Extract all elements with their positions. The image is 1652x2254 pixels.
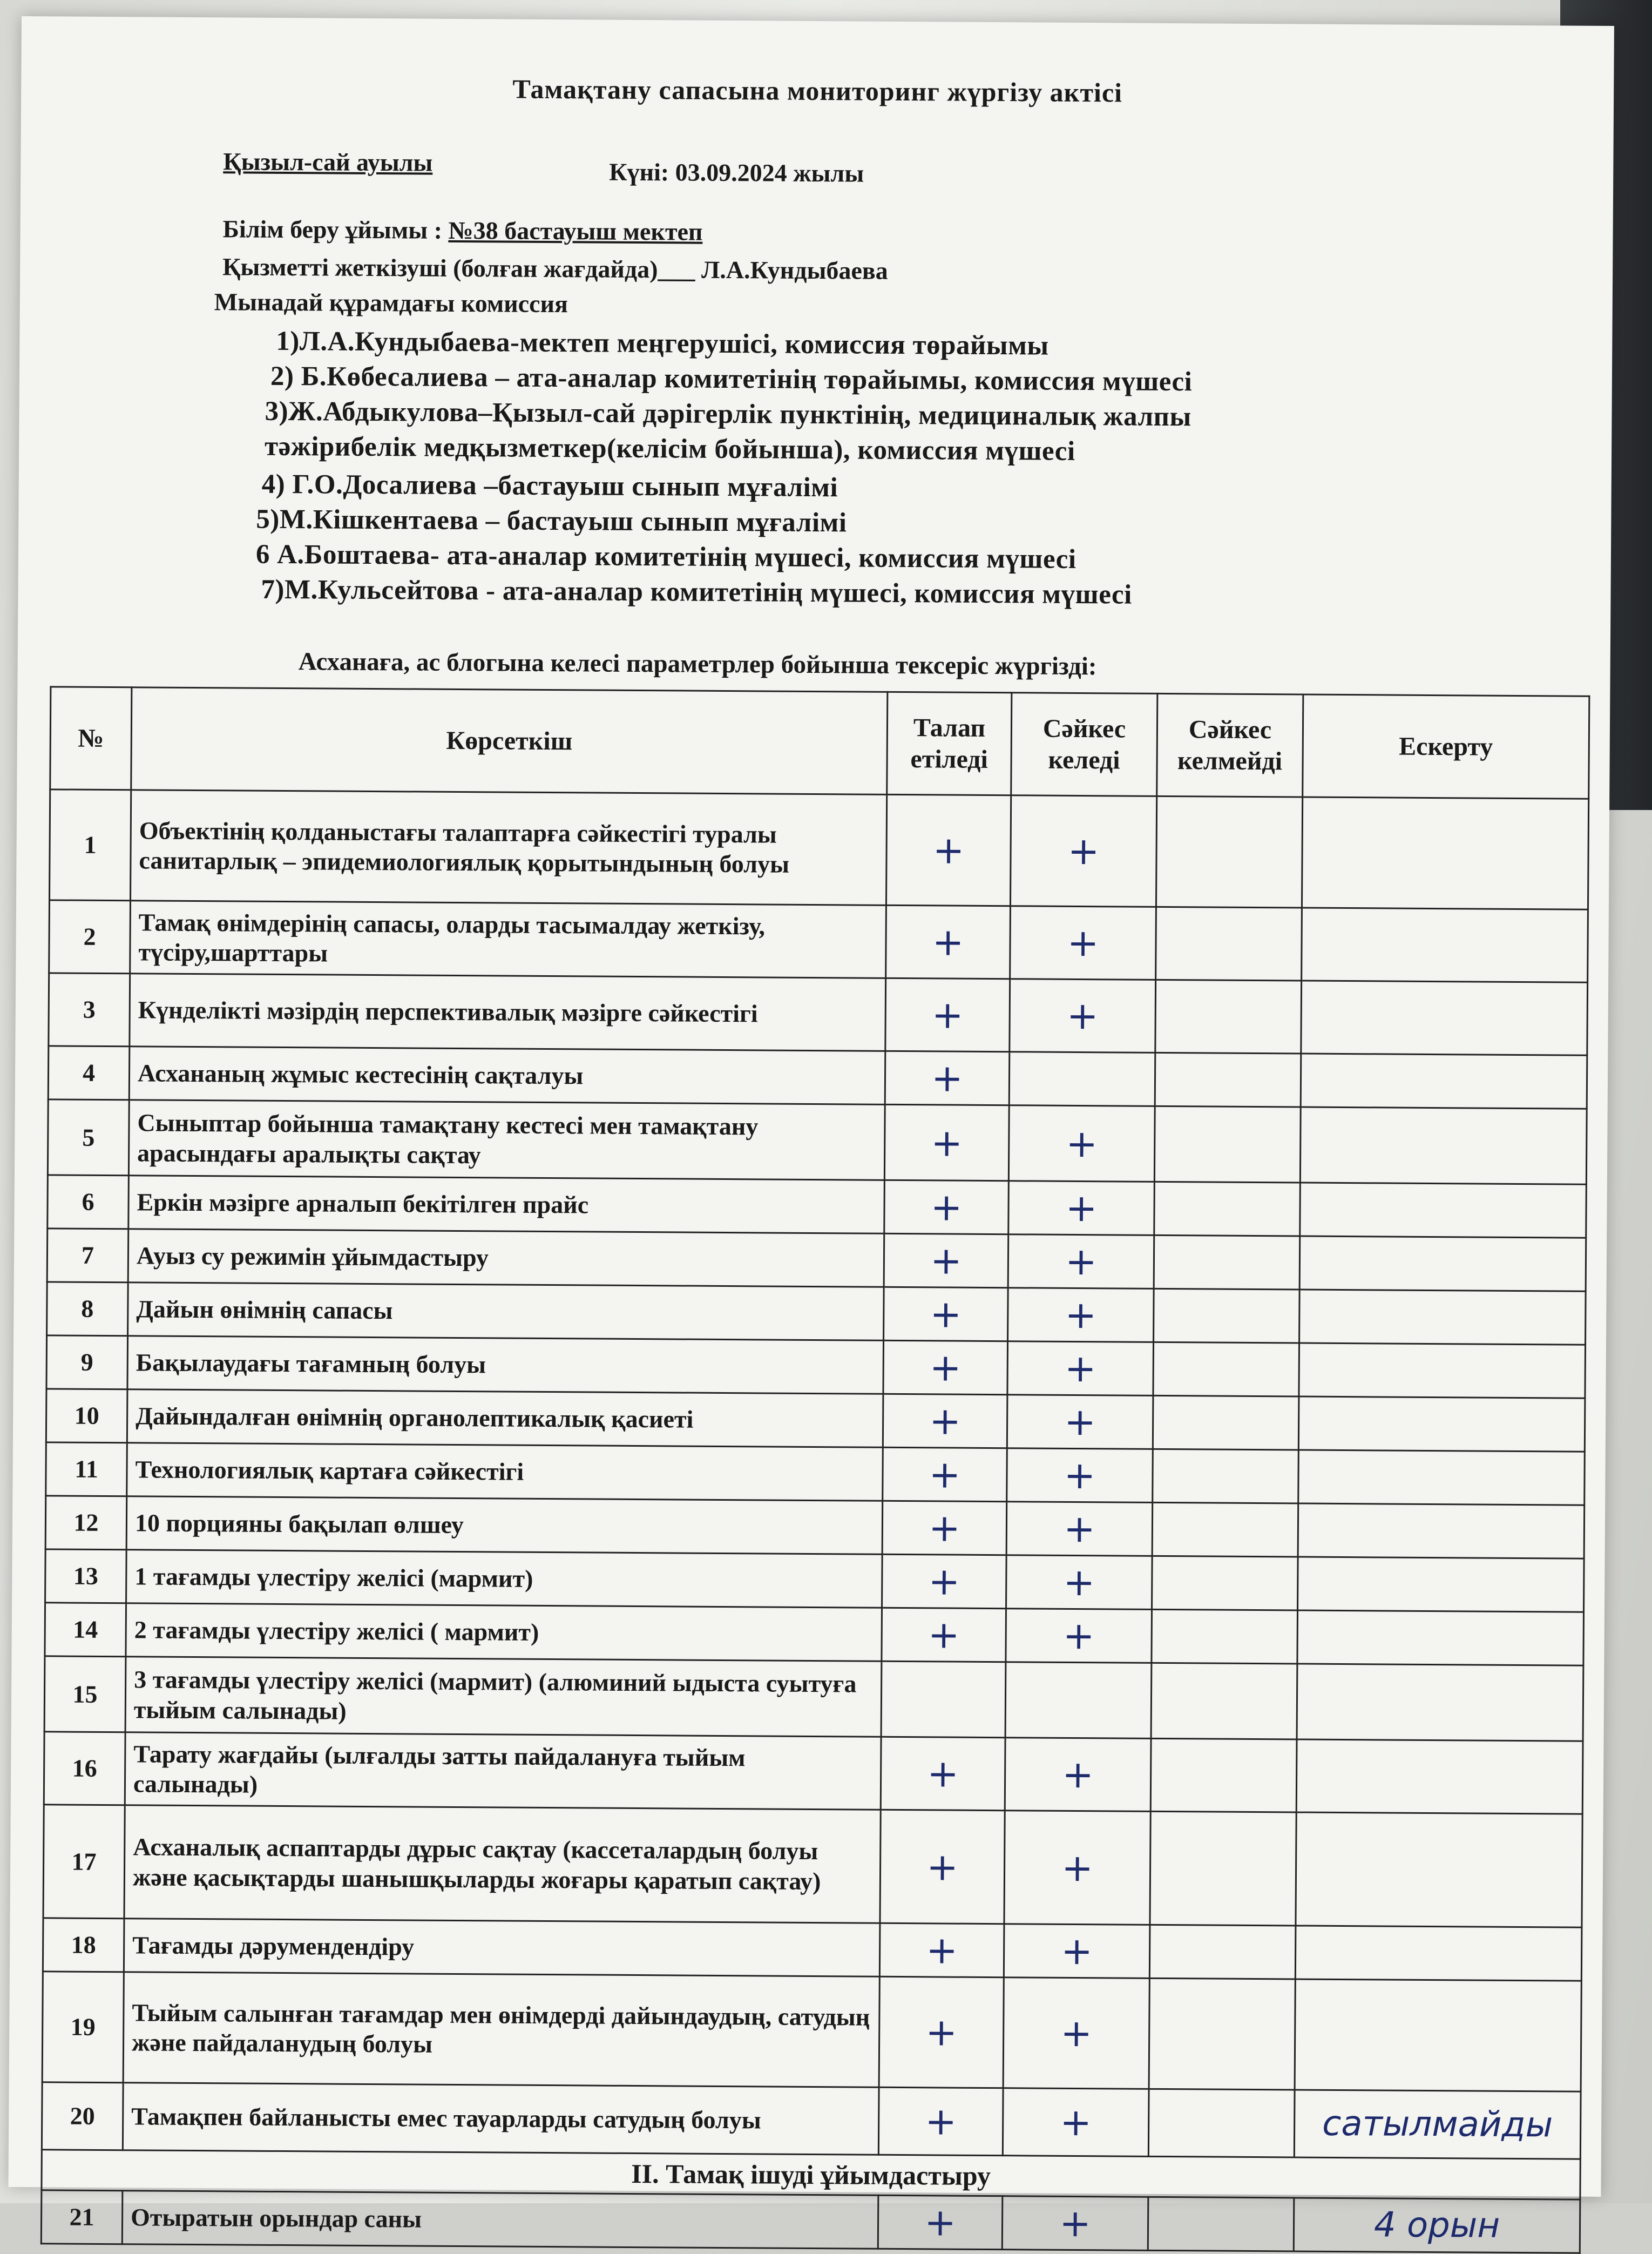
row-number: 19 (42, 1972, 124, 2083)
required-mark: + (886, 794, 1011, 906)
row-indicator: Тыйым салынған тағамдар мен өнімдерді дайындаудың, сатудың және пайдаланудың болуы (123, 1972, 879, 2088)
commission-label: Мынадай құрамдағы комиссия (214, 288, 568, 318)
document-title: Тамақтану сапасына мониторинг жүргізу актісі (512, 73, 1123, 108)
noncompliant-mark (1154, 1288, 1300, 1343)
row-indicator: 1 тағамды үлестіру желісі (мармит) (126, 1550, 883, 1608)
row-indicator: Сыныптар бойынша тамақтану кестесі мен тамақтану арасындағы аралықты сақтау (128, 1100, 885, 1180)
note-handwritten (1299, 1343, 1586, 1398)
compliant-mark: + (1008, 1234, 1154, 1289)
table-header-row (50, 687, 1589, 799)
noncompliant-mark (1148, 2089, 1295, 2157)
table-row (43, 1918, 1582, 1981)
note-handwritten (1299, 1236, 1586, 1291)
row-indicator: Технологиялық картаға сәйкестігі (127, 1443, 883, 1501)
table-row (46, 1442, 1585, 1505)
noncompliant-mark (1152, 1609, 1298, 1664)
table-row (42, 2082, 1581, 2159)
row-indicator: Отыратын орындар саны (122, 2191, 878, 2249)
header-compliant: Сәйкес келеді (1011, 693, 1157, 797)
member-line: 1)Л.А.Кундыбаева-мектеп меңгерушісі, комиссия төрайымы (276, 326, 1049, 361)
row-number: 13 (45, 1549, 127, 1603)
member-line: 2) Б.Көбесалиева – ата-аналар комитетінің төрайымы, комиссия мүшесі (270, 361, 1193, 397)
required-mark: + (884, 1180, 1009, 1234)
row-indicator: Тамақпен байланысты емес тауарларды сатудың болуы (123, 2083, 879, 2155)
note-handwritten (1298, 1557, 1585, 1612)
table-row (49, 973, 1588, 1055)
row-number: 15 (44, 1656, 126, 1732)
organization-line (222, 214, 702, 246)
noncompliant-mark (1155, 980, 1302, 1054)
note-handwritten: 4 орын (1294, 2198, 1580, 2253)
required-mark: + (881, 1737, 1005, 1810)
row-indicator: Бақылаудағы тағамның болуы (127, 1336, 884, 1394)
required-mark: + (885, 1051, 1010, 1105)
table-row (46, 1335, 1586, 1398)
compliant-mark: + (1008, 1105, 1155, 1182)
required-mark: + (885, 978, 1010, 1051)
note-handwritten (1298, 1503, 1585, 1558)
table-row (48, 1175, 1587, 1238)
noncompliant-mark (1154, 1235, 1300, 1290)
compliant-mark: + (1006, 1609, 1152, 1663)
row-number: 6 (48, 1175, 129, 1229)
required-mark: + (879, 1976, 1004, 2088)
required-mark: + (883, 1394, 1007, 1448)
required-mark: + (883, 1447, 1007, 1501)
required-mark: + (879, 1923, 1004, 1977)
table-row (45, 1496, 1585, 1558)
required-mark: + (884, 1233, 1008, 1287)
noncompliant-mark (1152, 1556, 1298, 1610)
member-line: 5)М.Кішкентаева – бастауыш сынып мұғалімі (256, 504, 847, 538)
table-row (45, 1603, 1584, 1665)
noncompliant-mark (1153, 1449, 1299, 1503)
table-row (41, 2190, 1580, 2253)
table-row (49, 900, 1588, 982)
table-row (50, 789, 1589, 909)
row-indicator: Объектінің қолданыстағы талаптарға сәйкестігі туралы санитарлық – эпидемиологиялық қорытындының болуы (130, 790, 886, 906)
header-required: Талап етіледі (887, 692, 1012, 795)
row-indicator: 3 тағамды үлестіру желісі (мармит) (алюминий ыдыста суытуға тыйым салынады) (125, 1657, 882, 1737)
noncompliant-mark (1154, 1182, 1301, 1236)
compliant-mark: + (1005, 1738, 1151, 1812)
row-number: 12 (45, 1496, 127, 1550)
table-row (47, 1229, 1586, 1291)
required-mark: + (882, 1554, 1007, 1608)
row-indicator: Асханалық аспаптарды дұрыс сақтау (кассеталардың болуы және қасықтарды шанышқыларды жоғары қаратып сақтау) (124, 1805, 881, 1924)
member-line: 7)М.Кульсейтова - ата-аналар комитетінің мүшесі, комиссия мүшесі (261, 574, 1132, 610)
row-number: 16 (44, 1732, 125, 1805)
row-number: 5 (48, 1099, 129, 1176)
row-number: 8 (47, 1282, 128, 1336)
header-note: Ескерту (1303, 694, 1589, 799)
organization-label: Білім беру ұйымы : (222, 215, 449, 244)
note-handwritten (1296, 1739, 1583, 1814)
member-line: 4) Г.О.Досалиева –бастауыш сынып мұғалімі (261, 469, 838, 503)
compliant-mark: + (1010, 979, 1156, 1053)
noncompliant-mark (1150, 1738, 1297, 1812)
provider-value: Л.А.Кундыбаева (701, 255, 888, 285)
row-indicator: Дайындалған өнімнің органолептикалық қасиеті (127, 1389, 883, 1448)
required-mark: + (882, 1501, 1007, 1555)
row-number: 3 (49, 973, 130, 1047)
note-handwritten (1301, 1054, 1587, 1109)
note-handwritten (1296, 1812, 1582, 1927)
note-handwritten: сатылмайды (1294, 2090, 1581, 2159)
note-handwritten (1295, 1926, 1582, 1981)
header-noncompliant: Сәйкес келмейді (1157, 693, 1303, 797)
compliant-mark: + (1010, 795, 1156, 907)
noncompliant-mark (1149, 1925, 1296, 1979)
compliant-mark: + (1004, 1924, 1150, 1979)
header-number: № (50, 687, 132, 790)
note-handwritten (1299, 1290, 1586, 1345)
table-row (47, 1282, 1586, 1345)
required-mark: + (883, 1340, 1008, 1394)
row-number: 21 (41, 2190, 123, 2244)
note-handwritten (1300, 1107, 1587, 1184)
noncompliant-mark (1149, 1978, 1295, 2090)
table-row (43, 1805, 1582, 1927)
row-number: 1 (50, 789, 131, 901)
note-handwritten (1297, 1664, 1583, 1741)
note-handwritten (1302, 908, 1588, 982)
required-mark (881, 1661, 1006, 1737)
inspection-intro: Асханаға, ас блогына келесі параметрлер бойынша тексеріс жүргізді: (298, 647, 1097, 681)
required-mark: + (878, 2195, 1003, 2249)
row-indicator: Күнделікті мәзірдің перспективалық мәзірге сәйкестігі (130, 974, 886, 1051)
noncompliant-mark (1156, 796, 1302, 908)
row-indicator: 10 порцияны бақылап өлшеу (126, 1496, 883, 1555)
note-handwritten (1295, 1979, 1581, 2091)
row-number: 9 (46, 1335, 128, 1389)
noncompliant-mark (1150, 1811, 1296, 1926)
table-row (45, 1549, 1585, 1612)
document-sheet (8, 16, 1614, 2246)
required-mark: + (880, 1810, 1005, 1924)
note-handwritten (1300, 1183, 1587, 1238)
note-handwritten (1301, 981, 1588, 1055)
provider-line (222, 252, 888, 285)
row-indicator: Тарату жағдайы (ылғалды затты пайдалануға тыйым салынады) (125, 1732, 881, 1810)
row-number: 17 (43, 1805, 125, 1919)
compliant-mark (1009, 1052, 1155, 1106)
noncompliant-mark (1153, 1342, 1299, 1396)
table-body (41, 789, 1588, 2253)
member-line: тәжірибелік медқызметкер(келісім бойынша), комиссия мүшесі (264, 431, 1075, 467)
row-number: 10 (46, 1389, 127, 1443)
row-indicator: Ауыз су режимін ұйымдастыру (128, 1229, 884, 1287)
compliant-mark: + (1007, 1341, 1154, 1396)
row-indicator: Тағамды дәрумендендіру (124, 1919, 880, 1977)
compliant-mark: + (1003, 2088, 1149, 2157)
row-indicator: Тамақ өнімдерінің сапасы, оларды тасымалдау жеткізу, түсіру,шарттары (130, 901, 886, 978)
compliant-mark (1005, 1662, 1152, 1739)
inspection-table (40, 686, 1590, 2253)
compliant-mark: + (1004, 1811, 1150, 1925)
compliant-mark: + (1002, 2196, 1148, 2251)
table-row (44, 1656, 1583, 1741)
compliant-mark: + (1008, 1288, 1154, 1342)
row-number: 2 (49, 900, 131, 974)
noncompliant-mark (1152, 1502, 1298, 1557)
note-handwritten (1302, 797, 1588, 909)
row-indicator: 2 тағамды үлестіру желісі ( мармит) (126, 1603, 882, 1662)
required-mark: + (884, 1287, 1008, 1341)
row-indicator: Еркін мәзірге арналып бекітілген прайс (128, 1176, 885, 1234)
compliant-mark: + (1010, 906, 1156, 980)
noncompliant-mark (1153, 1395, 1299, 1450)
noncompliant-mark (1148, 2197, 1294, 2251)
compliant-mark: + (1006, 1555, 1153, 1610)
compliant-mark: + (1003, 1978, 1149, 2089)
act-date: Күні: 03.09.2024 жылы (609, 158, 864, 187)
row-indicator: Асхананың жұмыс кестесінің сақталуы (129, 1047, 885, 1105)
header-indicator: Көрсеткіш (131, 687, 888, 795)
compliant-mark: + (1007, 1448, 1153, 1503)
compliant-mark: + (1006, 1502, 1153, 1556)
row-number: 14 (45, 1603, 126, 1657)
organization-value: №38 бастауыш мектеп (448, 216, 703, 246)
required-mark: + (884, 1104, 1009, 1180)
section-title: II. Тамақ ішуді ұйымдастыру (42, 2150, 1580, 2199)
noncompliant-mark (1155, 1052, 1301, 1107)
note-handwritten (1297, 1610, 1584, 1665)
table-row (48, 1046, 1587, 1109)
row-number: 7 (47, 1229, 128, 1283)
compliant-mark: + (1007, 1395, 1153, 1449)
table-row (42, 1972, 1581, 2091)
member-line: 6 А.Боштаева- ата-аналар комитетінің мүшесі, комиссия мүшесі (255, 539, 1076, 575)
note-handwritten (1298, 1396, 1585, 1452)
village-name: Қызыл-сай ауылы (223, 147, 433, 177)
required-mark: + (886, 905, 1011, 978)
noncompliant-mark (1154, 1106, 1301, 1183)
table-row (46, 1389, 1585, 1452)
row-indicator: Дайын өнімнің сапасы (128, 1283, 884, 1341)
row-number: 4 (48, 1046, 130, 1100)
noncompliant-mark (1151, 1663, 1297, 1739)
table-row (44, 1732, 1583, 1814)
table-row (48, 1099, 1587, 1184)
required-mark: + (878, 2087, 1003, 2155)
member-line: 3)Ж.Абдыкулова–Қызыл-сай дәрігерлік пунктінің, медициналық жалпы (265, 396, 1192, 433)
noncompliant-mark (1156, 907, 1302, 981)
row-number: 18 (43, 1918, 124, 1972)
provider-label: Қызметті жеткізуші (болған жағдайда)___ (222, 253, 702, 284)
compliant-mark: + (1008, 1181, 1155, 1236)
row-number: 20 (42, 2082, 123, 2150)
row-number: 11 (46, 1442, 127, 1496)
required-mark: + (882, 1608, 1006, 1662)
note-handwritten (1298, 1450, 1585, 1505)
